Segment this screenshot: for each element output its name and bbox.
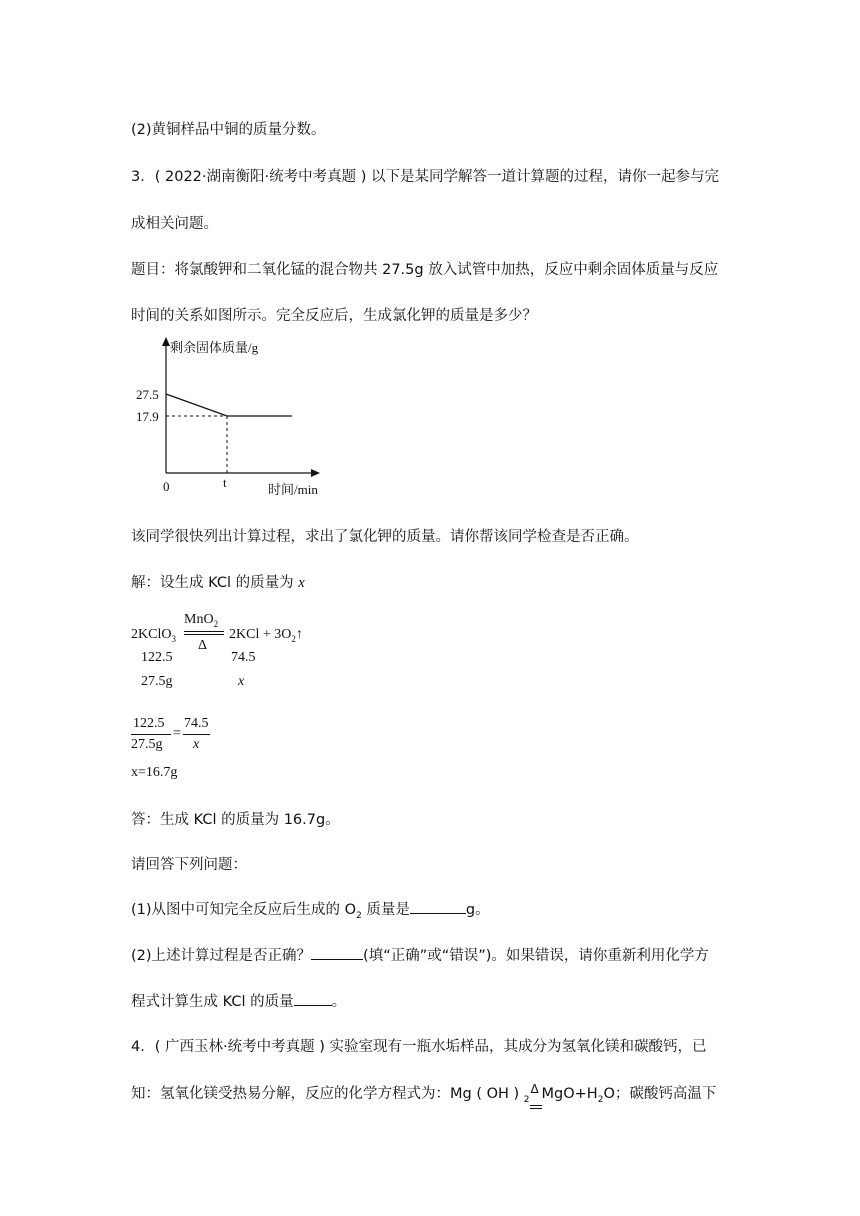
after-chart-line: 该同学很快列出计算过程，求出了氯化钾的质量。请你帮该同学检查是否正确。 [131, 529, 639, 545]
question-part2: (2)上述计算过程是否正确？ (填“正确”或“错误”)。如果错误，请你重新利用化学方 [131, 948, 709, 964]
y-axis-label: 剩余固体质量/g [170, 340, 259, 355]
series-line [166, 394, 292, 416]
x-tick-0: 0 [163, 479, 170, 494]
q3-heading: 3．( 2022·湖南衡阳·统考中考真题 ) 以下是某同学解答一道计算题的过程，请你一起参与完 [131, 169, 719, 185]
molar-mass-1: 122.5 [141, 650, 173, 665]
answer-blank-3[interactable] [294, 993, 332, 1006]
topic-line-1: 题目：将氯酸钾和二氧化锰的混合物共 27.5g 放入试管中加热，反应中剩余固体质量与反应 [131, 262, 719, 278]
molar-mass-2: 74.5 [231, 650, 256, 665]
products: $2KCl + 3O_2↑$ [229, 627, 303, 644]
catalyst-label: MnO$_2$ [184, 612, 219, 629]
fraction-numerator-1: 122.5 [133, 716, 165, 731]
answer-blank-1[interactable] [410, 901, 466, 914]
reaction-bar-bottom [184, 634, 224, 635]
reactant: 2KClO$_3$ [131, 627, 176, 644]
q4-heading: 4．( 广西玉林·统考中考真题 ) 实验室现有一瓶水垢样品，其成分为氢氧化镁和碳酸钙，已 [131, 1039, 707, 1055]
fraction-denominator-2: x [193, 737, 200, 752]
q2-part2-line: (2)黄铜样品中铜的质量分数。 [131, 122, 326, 138]
solution-prefix [131, 571, 305, 592]
q4-line-2: 知：氢氧化镁受热易分解，反应的化学方程式为：Mg ( OH ) $_2$ Δ $MgO+H_2O$；碳酸钙高温下 [131, 1082, 716, 1105]
question-part2-cont: 程式计算生成 KCl 的质量 。 [131, 994, 347, 1010]
heat-symbol: Δ [198, 638, 208, 653]
fraction-equals: = [173, 726, 181, 741]
heat-symbol-2: Δ [530, 1082, 539, 1096]
answer-line: 答：生成 KCl 的质量为 16.7g。 [131, 812, 340, 828]
mass-time-chart [128, 334, 338, 504]
topic-line-2: 时间的关系如图所示。完全反应后，生成氯化钾的质量是多少？ [131, 308, 537, 324]
fraction-bar-1 [131, 734, 171, 735]
given-mass: 27.5g [141, 674, 173, 689]
x-tick-t: t [223, 475, 227, 490]
solution-variable: x [298, 575, 305, 591]
question-part1: (1)从图中可知完全反应后生成的 $O_2$ 质量是 g。 [131, 902, 490, 921]
x-axis-arrow [311, 469, 320, 477]
y-tick-17-9: 17.9 [136, 409, 159, 424]
unknown-mass: x [238, 674, 245, 689]
fraction-numerator-2: 74.5 [184, 716, 209, 731]
q3-heading-cont: 成相关问题。 [131, 216, 218, 232]
solution-text: 解：设生成 KCl 的质量为 [131, 575, 299, 591]
fraction-denominator-1: 27.5g [131, 737, 163, 752]
y-axis-arrow [162, 337, 170, 346]
fraction-bar-2 [183, 734, 210, 735]
y-tick-27-5: 27.5 [136, 387, 159, 402]
reaction-bar-top [184, 631, 224, 632]
x-axis-label: 时间/min [268, 482, 318, 497]
computed-result: x=16.7g [131, 765, 178, 780]
answer-blank-2[interactable] [311, 947, 363, 960]
please-answer-line: 请回答下列问题： [131, 857, 247, 873]
